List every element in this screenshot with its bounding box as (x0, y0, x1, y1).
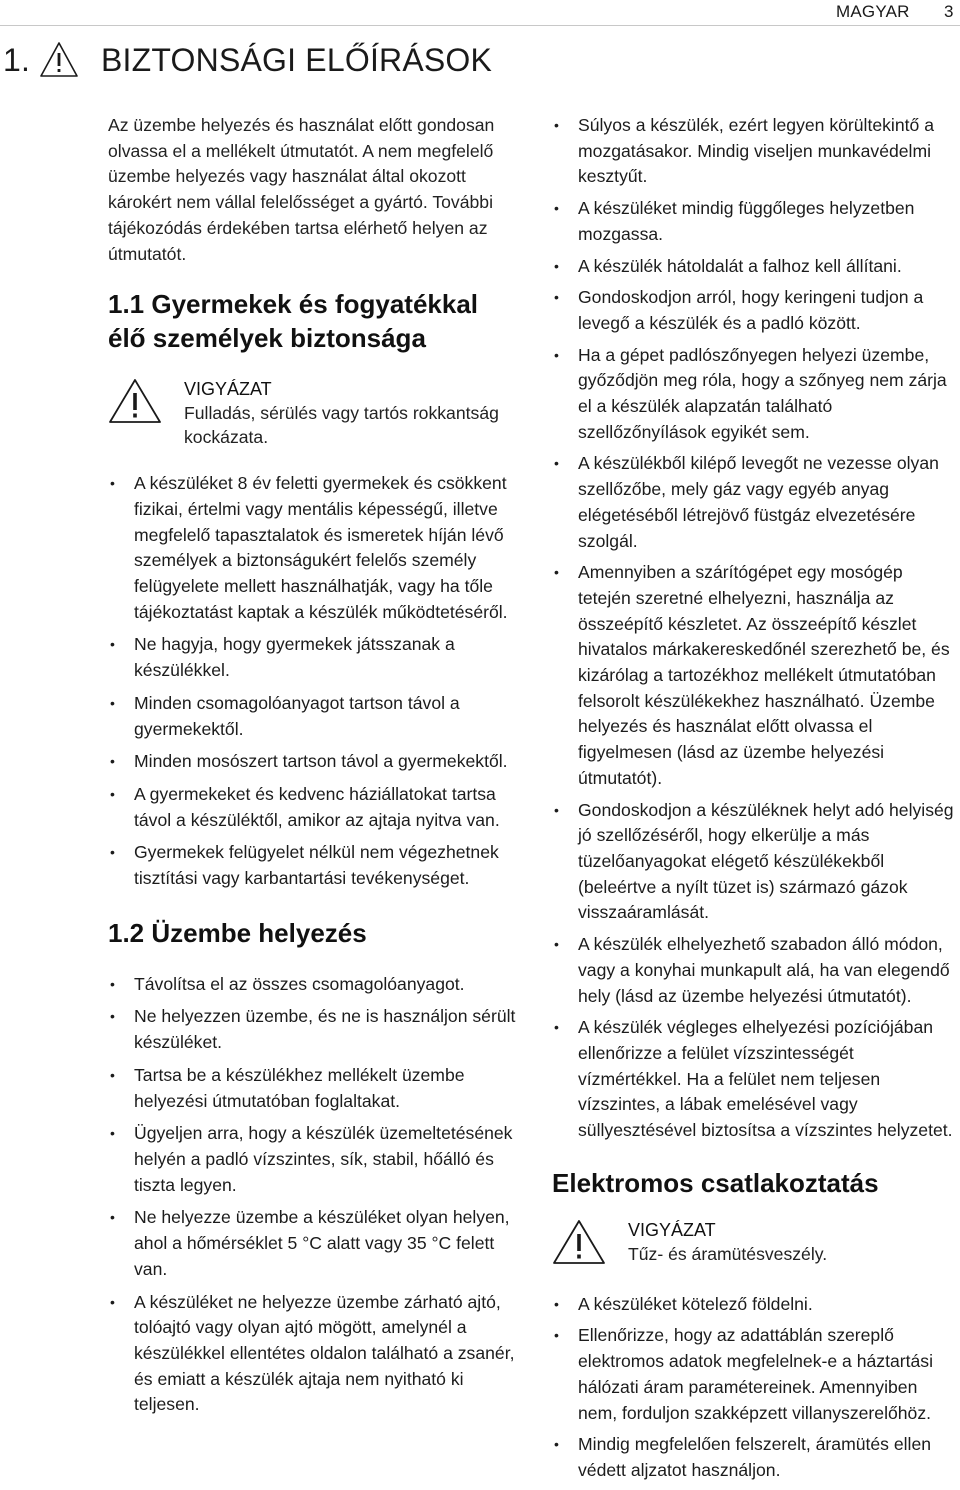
title-text: BIZTONSÁGI ELŐÍRÁSOK (101, 41, 493, 78)
bullet-icon: • (110, 844, 115, 861)
list-item: • A készülék elhelyezhető szabadon álló módon, vagy a konyhai munkapult alá, ha van elegendő hely (lásd az üzembe helyezési útmutatót). (554, 934, 950, 1006)
warning-content (628, 1218, 827, 1266)
list-item: • Gyermekek felügyelet nélkül nem végezhetnek tisztítási vagy karbantartási tevékenységet. (110, 842, 499, 889)
bullet-icon: • (554, 200, 559, 217)
header-rule (0, 25, 960, 26)
page-title (3, 35, 492, 85)
electrical-heading: Elektromos csatlakoztatás (552, 1167, 879, 1198)
bullet-icon: • (554, 1295, 559, 1312)
section-1-2-list (108, 972, 520, 1418)
bullet-icon: • (554, 346, 559, 363)
list-item: • Minden mosószert tartson távol a gyermekektől. (108, 749, 520, 775)
list-item: • A készülék hátoldalát a falhoz kell állítani. (552, 254, 957, 280)
list-item: • A készüléket 8 év feletti gyermekek és csökkent fizikai, értelmi vagy mentális képességű, illetve megfelelő tapasztalatok és ismeretek híján lévő személyek a biztonságukért felelős személy felügyelete mellett használhatják, vagy ha tőle tájékoztatást kaptak a készülék működtetéséről. (110, 473, 508, 622)
list-item: • Minden csomagolóanyagot tartson távol a gyermekektől. (110, 692, 460, 739)
bullet-icon: • (110, 785, 115, 802)
title-number: 1. (3, 41, 31, 78)
warning-title: VIGYÁZAT (628, 1219, 716, 1240)
bullet-icon: • (554, 1436, 559, 1453)
list-item: • Mindig megfelelően felszerelt, áramütés ellen védett aljzatot használjon. (554, 1434, 932, 1480)
bullet-icon: • (554, 1019, 559, 1036)
bullet-icon: • (554, 936, 559, 953)
warning-text: Fulladás, sérülés vagy tartós rokkantság kockázata. (184, 403, 499, 448)
list-item: • Amennyiben a szárítógépet egy mosógép tetején szeretné elhelyezni, használja az összeépítő készletet. Az összeépítő készlet hivatalos márkakereskedőnél szerezhető be, és kizárólag a tartozékhoz mellékelt útmutatóban felsorolt készülékekhez használható. Üzembe helyezés és használat előtt olvassa el figyelmesen (lásd az üzembe helyezési útmutatót). (554, 562, 950, 788)
page-number: 3 (944, 2, 954, 21)
warning-box-1-1 (108, 377, 520, 449)
bullet-icon: • (110, 1293, 115, 1310)
bullet-icon: • (110, 475, 115, 492)
bullet-icon: • (554, 289, 559, 306)
bullet-icon: • (110, 975, 115, 992)
list-item: • Gondoskodjon arról, hogy keringeni tudjon a levegő a készülék és a padló között. (554, 287, 924, 333)
list-item: • Ellenőrizze, hogy az adattáblán szereplő elektromos adatok megfelelnek-e a háztartási hálózati áram paramétereinek. Amennyiben nem, forduljon szakképzett villanyszerelőhöz. (554, 1325, 933, 1423)
electrical-list (552, 1292, 957, 1484)
intro-paragraph: Az üzembe helyezés és használat előtt gondosan olvassa el a mellékelt útmutatót. A nem megfelelő üzembe helyezés vagy használat által okozott károkért nem vállal felelősséget a gyártó. További tájékozódás érdekében tartsa elérhető helyen az útmutatót. (108, 115, 495, 264)
list-item: • A készüléket kötelező földelni. (552, 1292, 957, 1318)
warning-triangle-icon (39, 41, 79, 79)
bullet-icon: • (110, 1066, 115, 1083)
list-item: • A készüléket ne helyezze üzembe zárható ajtó, tolóajtó vagy olyan ajtó mögött, amelynél a készülékkel ellentétes oldalon található a zsanér, és emiatt a készülék ajtaja nem nyitható ki teljesen. (110, 1291, 515, 1415)
list-item: • Tartsa be a készülékhez mellékelt üzembe helyezési útmutatóban foglaltakat. (110, 1064, 465, 1111)
list-item: • Ha a gépet padlószőnyegen helyezi üzembe, győződjön meg róla, hogy a szőnyeg nem zárja el a készülék alapzatán található szellőzőnyílások egyikét sem. (554, 344, 947, 442)
section-1-1-list (108, 471, 520, 892)
right-column (552, 113, 957, 1490)
section-1-1-heading: 1.1 Gyermekek és fogyatékkal élő személyek biztonsága (108, 289, 479, 354)
bullet-icon: • (110, 1008, 115, 1025)
bullet-icon: • (554, 801, 559, 818)
list-item: • Ne helyezzen üzembe, és ne is használjon sérült készüléket. (110, 1006, 516, 1053)
bullet-icon: • (554, 257, 559, 274)
list-item: • A készüléket mindig függőleges helyzetben mozgassa. (554, 198, 915, 244)
warning-content (184, 377, 520, 449)
list-item: • Súlyos a készülék, ezért legyen körültekintő a mozgatásakor. Mindig viseljen munkavédelmi kesztyűt. (554, 115, 934, 187)
section-1-2-heading: 1.2 Üzembe helyezés (108, 917, 367, 948)
bullet-icon: • (554, 455, 559, 472)
bullet-icon: • (110, 1209, 115, 1226)
list-item: • A készülékből kilépő levegőt ne vezesse olyan szellőzőbe, mely gáz vagy egyéb anyag elégetéséből létrejövő füstgáz elvezetésére szolgál. (554, 453, 939, 551)
bullet-icon: • (110, 636, 115, 653)
list-item: • Ügyeljen arra, hogy a készülék üzemeltetésének helyén a padló vízszintes, sík, stabil, hőálló és tiszta legyen. (110, 1123, 513, 1195)
bullet-icon: • (554, 564, 559, 581)
bullet-icon: • (554, 117, 559, 133)
warning-title: VIGYÁZAT (184, 379, 272, 400)
header-language: MAGYAR (836, 2, 910, 21)
warning-box-electrical (552, 1218, 957, 1266)
warning-triangle-icon (552, 1218, 606, 1266)
bullet-icon: • (110, 753, 115, 770)
list-item: • Ne helyezze üzembe a készüléket olyan helyen, ahol a hőmérséklet 5 °C alatt vagy 35 °C felett van. (110, 1207, 510, 1279)
list-item: • Távolítsa el az összes csomagolóanyagot. (108, 972, 520, 998)
list-item: • Gondoskodjon a készüléknek helyt adó helyiség jó szellőzéséről, hogy elkerülje a más tüzelőanyagokat elégető készülékekből (beleértve a nyílt tüzet is) származó gázok visszaáramlását. (554, 799, 954, 923)
list-item: • A készülék végleges elhelyezési pozíciójában ellenőrizze a felület vízszintességét vízmértékkel. Ha a felület nem teljesen vízszintes, a lábak emelésével vagy süllyesztésével biztosítsa a vízszintes helyzetet. (554, 1017, 953, 1141)
bullet-icon: • (110, 694, 115, 711)
warning-triangle-icon (108, 377, 162, 425)
installation-continued-list (552, 113, 957, 1144)
left-column (108, 113, 520, 1425)
bullet-icon: • (554, 1327, 559, 1344)
list-item: • Ne hagyja, hogy gyermekek játsszanak a készülékkel. (110, 634, 455, 681)
warning-text: Tűz- és áramütésveszély. (628, 1243, 828, 1264)
list-item: • A gyermekeket és kedvenc háziállatokat tartsa távol a készüléktől, amikor az ajtaja nyitva van. (110, 783, 500, 830)
bullet-icon: • (110, 1125, 115, 1142)
